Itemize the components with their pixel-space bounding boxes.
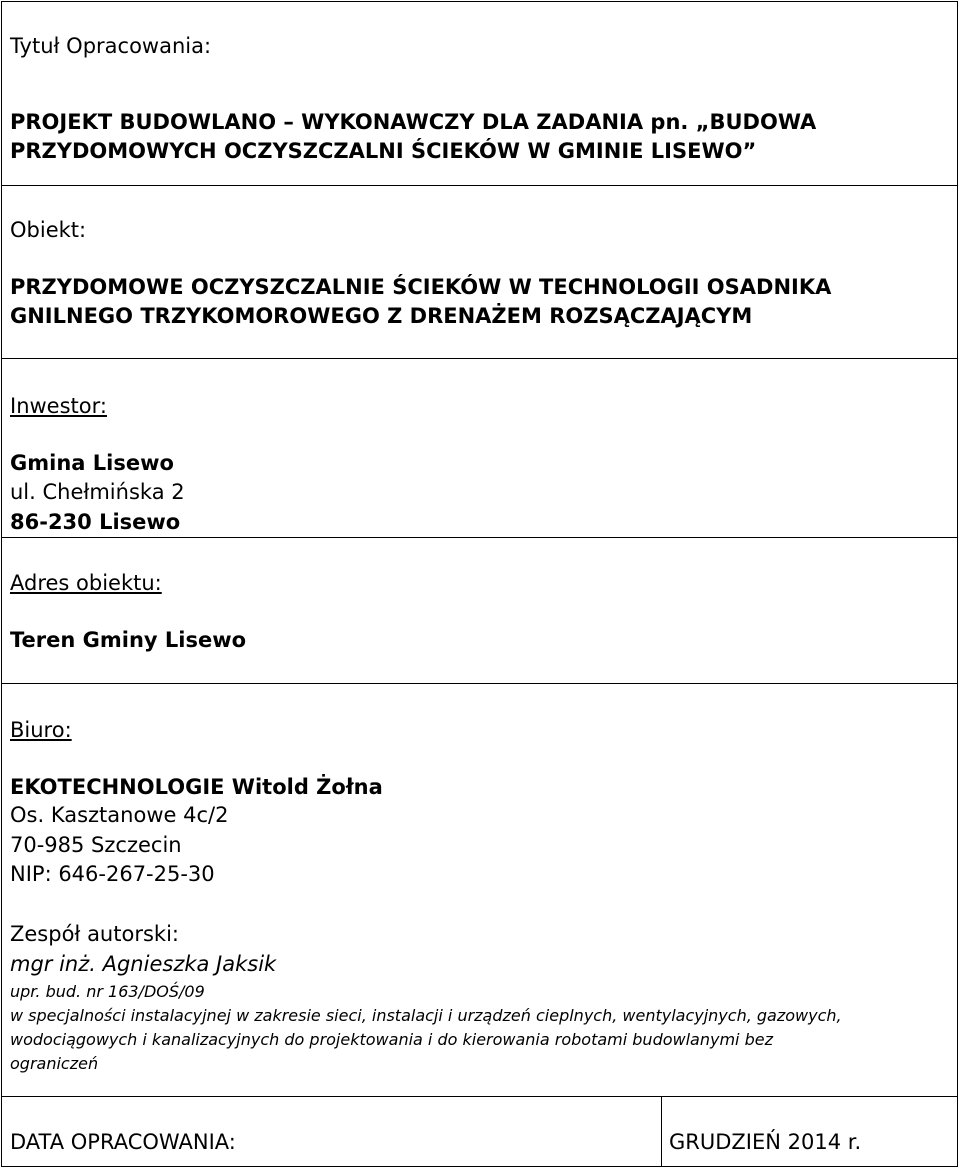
address-label: Adres obiektu: (10, 571, 162, 595)
object-line-2: GNILNEGO TRZYKOMOROWEGO Z DRENAŻEM ROZSĄCZAJĄCYM (10, 304, 753, 328)
title-line-1: PROJEKT BUDOWLANO – WYKONAWCZY DLA ZADANIA pn. „BUDOWA (10, 110, 817, 134)
investor-label: Inwestor: (10, 394, 107, 418)
office-street: Os. Kasztanowe 4c/2 (10, 803, 229, 827)
office-nip: NIP: 646-267-25-30 (10, 862, 215, 886)
divider-investor (1, 537, 958, 538)
title-line-2: PRZYDOMOWYCH OCZYSZCZALNI ŚCIEKÓW W GMINIE LISEWO” (10, 139, 757, 163)
author-spec-line-1: w specjalności instalacyjnej w zakresie sieci, instalacji i urządzeń cieplnych, wentylacyjnych, gazowych, (10, 1006, 842, 1025)
date-label: DATA OPRACOWANIA: (10, 1130, 236, 1154)
office-label: Biuro: (10, 718, 72, 742)
divider-object (1, 358, 958, 359)
author-spec-line-2: wodociągowych i kanalizacyjnych do projektowania i do kierowania robotami budowlanymi bez (10, 1030, 773, 1049)
divider-address (1, 683, 958, 684)
title-label: Tytuł Opracowania: (10, 34, 212, 58)
address-value: Teren Gminy Lisewo (10, 628, 247, 652)
object-line-1: PRZYDOMOWE OCZYSZCZALNIE ŚCIEKÓW W TECHNOLOGII OSADNIKA (10, 275, 832, 299)
investor-street: ul. Chełmińska 2 (10, 480, 185, 504)
divider-date-column (661, 1096, 662, 1167)
author-spec-line-3: ograniczeń (10, 1054, 99, 1073)
divider-title (1, 185, 958, 186)
author-permit (10, 982, 205, 1001)
divider-authors (1, 1096, 958, 1097)
object-label: Obiekt: (10, 218, 87, 242)
date-value: GRUDZIEŃ 2014 r. (669, 1130, 862, 1154)
author-permit-prefix: upr. bud. (10, 982, 82, 1001)
author-permit-number: nr 163/DOŚ/09 (81, 982, 205, 1001)
author-name: mgr inż. Agnieszka Jaksik (10, 952, 277, 976)
authors-label: Zespół autorski: (10, 922, 179, 946)
investor-name: Gmina Lisewo (10, 451, 174, 475)
office-city: 70-985 Szczecin (10, 833, 182, 857)
office-name: EKOTECHNOLOGIE Witold Żołna (10, 775, 383, 799)
investor-city: 86-230 Lisewo (10, 510, 181, 534)
